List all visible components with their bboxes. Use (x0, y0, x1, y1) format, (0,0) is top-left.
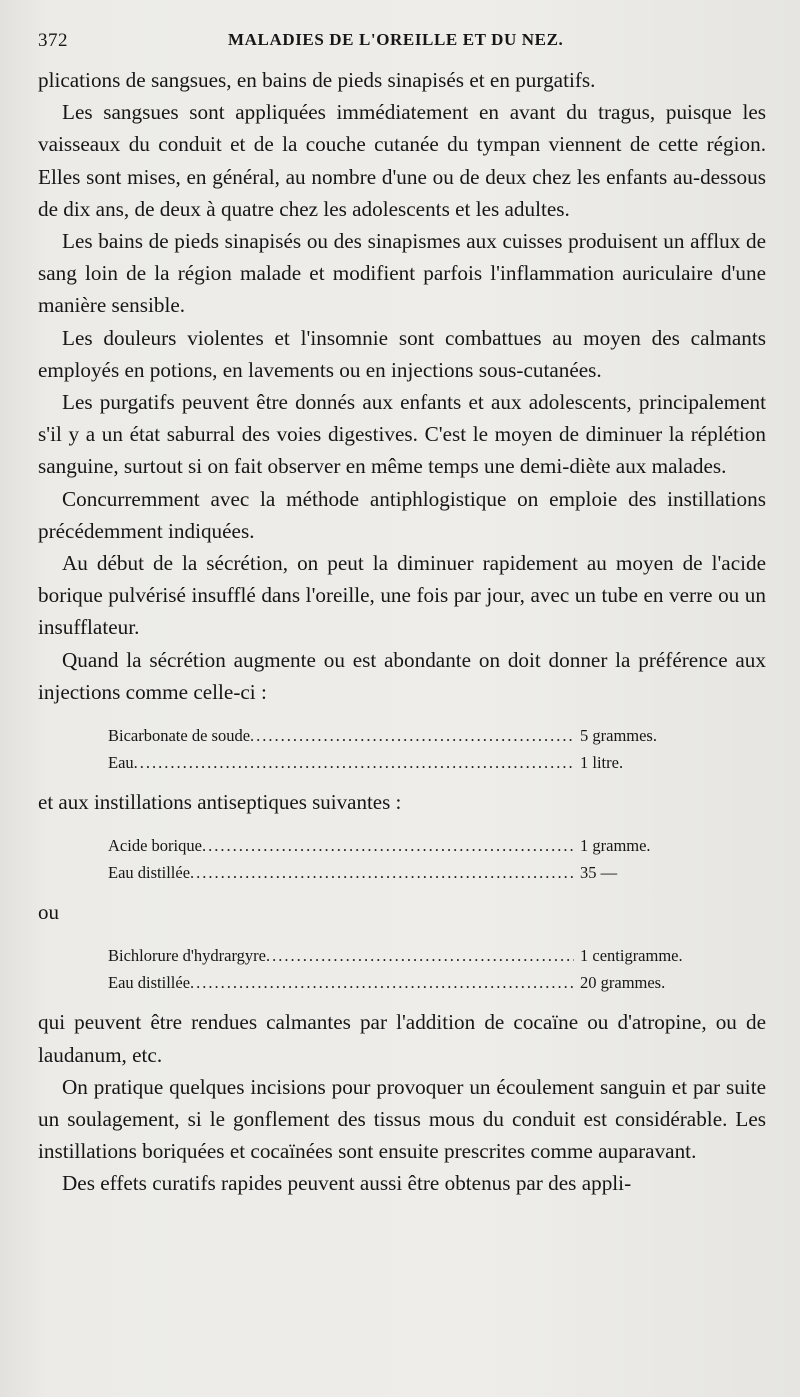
paragraph-calmantes: qui peuvent être rendues calmantes par l'addition de cocaïne ou d'atropine, ou de laudanum, etc. (38, 1010, 766, 1067)
leader-dots (266, 942, 574, 969)
ingredient-quantity: 1 centigramme. (580, 946, 683, 966)
paragraph-douleurs: Les douleurs violentes et l'insomnie sont combattues au moyen des calmants employés en potions, en lavements ou en injections sous-cutanées. (38, 325, 766, 382)
formula-injection (108, 722, 708, 776)
paragraph-debut-secretion: Au début de la sécrétion, on peut la diminuer rapidement au moyen de l'acide borique pulvérisé insufflé dans l'oreille, une fois par jour, avec un tube en verre ou un insufflateur. (38, 551, 766, 640)
connector-ou: ou (38, 900, 59, 925)
leader-dots (134, 749, 574, 776)
ingredient-name: Bicarbonate de soude (108, 726, 251, 746)
ingredient-name: Acide borique (108, 836, 202, 856)
leader-dots (190, 859, 574, 886)
ingredient-name: Bichlorure d'hydrargyre (108, 946, 266, 966)
ingredient-quantity: 1 litre. (580, 753, 624, 773)
leader-dots (202, 832, 574, 859)
paragraph-quand-secretion: Quand la sécrétion augmente ou est abondante on doit donner la préférence aux injections comme celle-ci : (38, 647, 766, 704)
connector-text: et aux instillations antiseptiques suivantes : (38, 790, 402, 815)
formula-row (108, 749, 708, 776)
ingredient-quantity: 1 gramme. (580, 836, 651, 856)
formula-row (108, 832, 708, 859)
ingredient-name: Eau distillée (108, 863, 191, 883)
paragraph-sangsues: Les sangsues sont appliquées immédiatement en avant du tragus, puisque les vaisseaux du conduit et de la couche cutanée du tympan viennent de cette région. Elles sont mises, en général, au nombre d'une ou de deux chez les enfants au-dessous de dix ans, de deux à quatre chez les adolescents et les adultes. (38, 100, 766, 221)
ingredient-quantity: 35 — (580, 863, 618, 883)
ingredient-quantity: 20 grammes. (580, 973, 666, 993)
paragraph-continued: plications de sangsues, en bains de pieds sinapisés et en purgatifs. (38, 68, 596, 92)
formula-row (108, 969, 708, 996)
paragraph-concurremment: Concurremment avec la méthode antiphlogistique on emploie des instillations précédemment indiquées. (38, 486, 766, 543)
page-header (38, 30, 768, 60)
paragraph-bains: Les bains de pieds sinapisés ou des sinapismes aux cuisses produisent un afflux de sang loin de la région malade et modifient parfois l'inflammation auriculaire d'une manière sensible. (38, 229, 766, 318)
paragraph-effets-curatifs: Des effets curatifs rapides peuvent aussi être obtenus par des appli- (62, 1171, 632, 1196)
ingredient-quantity: 5 grammes. (580, 726, 657, 746)
leader-dots (190, 969, 574, 996)
paragraph-incisions: On pratique quelques incisions pour provoquer un écoulement sanguin et par suite un soulagement, si le gonflement des tissus mous du conduit est considérable. Les instillations boriquées et cocaïnées sont ensuite prescrites comme auparavant. (38, 1074, 766, 1164)
formula-acide-borique (108, 832, 708, 886)
formula-bichlorure (108, 942, 708, 996)
running-title: MALADIES DE L'OREILLE ET DU NEZ. (228, 30, 564, 49)
page-body (38, 64, 766, 1200)
ingredient-name: Eau distillée (108, 973, 191, 993)
formula-row (108, 722, 708, 749)
formula-row (108, 942, 708, 969)
leader-dots (250, 722, 574, 749)
ingredient-name: Eau (108, 753, 134, 773)
page-number: 372 (38, 30, 68, 51)
paragraph-purgatifs: Les purgatifs peuvent être donnés aux enfants et aux adolescents, principalement s'il y a un état saburral des voies digestives. C'est le moyen de diminuer la réplétion sanguine, surtout si on fait observer en même temps une demi-diète aux malades. (38, 390, 766, 479)
formula-row (108, 859, 708, 886)
